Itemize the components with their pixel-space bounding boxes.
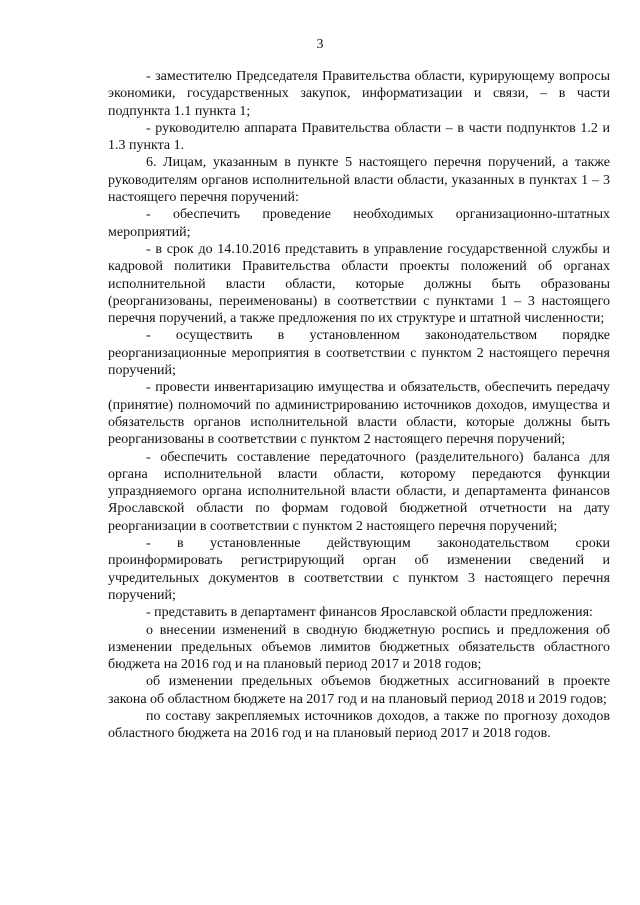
paragraph: - заместителю Председателя Правительства области, курирующему вопросы экономики, государственных закупок, информатизации и связи, – в части подпункта 1.1 пункта 1;: [108, 69, 610, 119]
paragraph: - обеспечить составление передаточного (разделительного) баланса для органа исполнительной власти области, которому передаются функции упраздняемого органа исполнительной власти области, и департамента финансов Ярославской области по формам годовой бюджетной отчетности на дату реорганизации в соответствии с пунктом 2 настоящего перечня поручений;: [108, 449, 610, 534]
paragraph: - осуществить в установленном законодательством порядке реорганизационные мероприятия в соответствии с пунктом 2 настоящего перечня поручений;: [108, 328, 610, 379]
page-number: 3: [316, 37, 324, 52]
paragraph: по составу закрепляемых источников доходов, а также по прогнозу доходов областного бюджета на 2016 год и на плановый период 2017 и 2018 годов.: [108, 708, 610, 742]
paragraph: - провести инвентаризацию имущества и обязательств, обеспечить передачу (принятие) полномочий по администрированию источников доходов, имущества и обязательств органов исполнительной власти области, которые должны быть реорганизованы в соответствии с пунктом 2 настоящего перечня поручений;: [108, 380, 610, 448]
paragraph: 6. Лицам, указанным в пункте 5 настоящего перечня поручений, а также руководителям органов исполнительной власти области, указанных в пунктах 1 – 3 настоящего перечня поручений:: [108, 155, 610, 206]
paragraph: о внесении изменений в сводную бюджетную роспись и предложения об изменении предельных объемов лимитов бюджетных обязательств областного бюджета на 2016 год и на плановый период 2017 и 2018 годов;: [108, 622, 610, 673]
paragraph: - представить в департамент финансов Ярославской области предложения:: [146, 605, 593, 621]
paragraph: об изменении предельных объемов бюджетных ассигнований в проекте закона об областном бюджете на 2017 год и на плановый период 2018 и 2019 годов;: [108, 674, 610, 707]
paragraph: - руководителю аппарата Правительства области – в части подпунктов 1.2 и 1.3 пункта 1.: [108, 120, 610, 154]
paragraph: - в установленные действующим законодательством сроки проинформировать регистрирующий орган об изменении сведений и учредительных документов в соответствии с пунктом 3 настоящего перечня поручений;: [108, 536, 610, 603]
document-body: [108, 68, 610, 743]
paragraph: - обеспечить проведение необходимых организационно-штатных мероприятий;: [108, 207, 610, 240]
paragraph: - в срок до 14.10.2016 представить в управление государственной службы и кадровой политики Правительства области проекты положений об органах исполнительной власти области, которые должны быть образованы (реорганизованы, переименованы) в соответствии с пунктами 1 – 3 настоящего перечня поручений, а также предложения по их структуре и штатной численности;: [108, 241, 610, 327]
